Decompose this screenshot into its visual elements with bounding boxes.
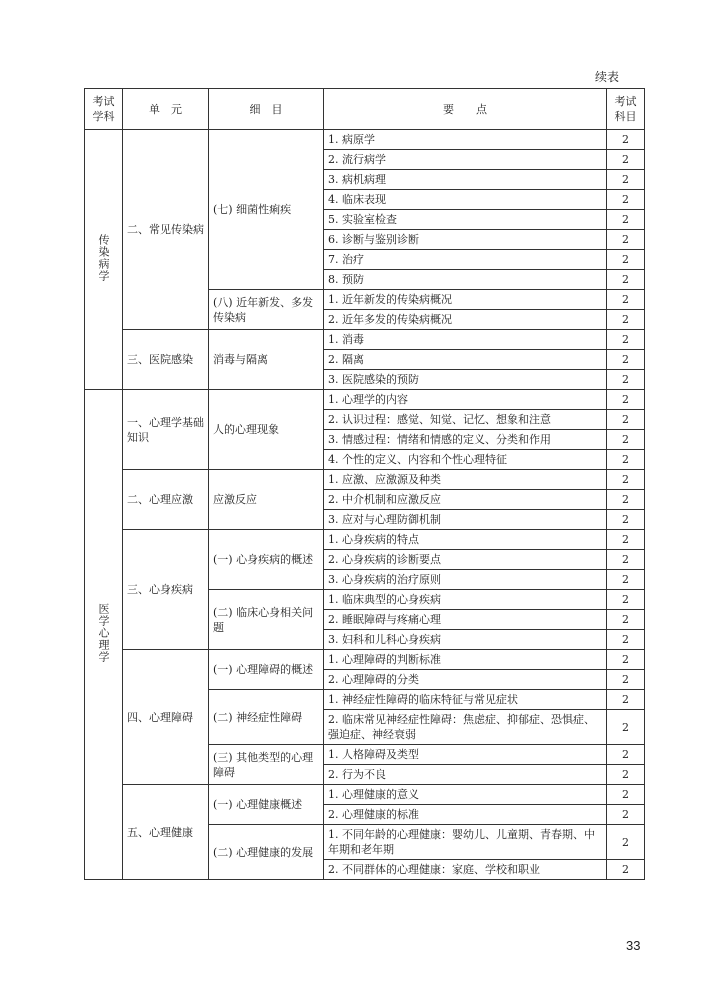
item-cell: 消毒与隔离 xyxy=(209,330,324,390)
subject-label: 医学心理学 xyxy=(97,602,110,663)
point-cell: 2. 认识过程：感觉、知觉、记忆、想象和注意 xyxy=(324,410,607,430)
level-cell: 2 xyxy=(607,210,645,230)
level-cell: 2 xyxy=(607,610,645,630)
point-cell: 1. 近年新发的传染病概况 xyxy=(324,290,607,310)
level-cell: 2 xyxy=(607,290,645,310)
level-cell: 2 xyxy=(607,570,645,590)
point-cell: 2. 心理障碍的分类 xyxy=(324,670,607,690)
point-cell: 1. 人格障碍及类型 xyxy=(324,745,607,765)
point-cell: 4. 临床表现 xyxy=(324,190,607,210)
point-cell: 3. 应对与心理防御机制 xyxy=(324,510,607,530)
level-cell: 2 xyxy=(607,450,645,470)
point-cell: 2. 临床常见神经症性障碍：焦虑症、抑郁症、恐惧症、强迫症、神经衰弱 xyxy=(324,710,607,745)
unit-cell: 五、心理健康 xyxy=(123,785,209,880)
level-cell: 2 xyxy=(607,310,645,330)
level-cell: 2 xyxy=(607,530,645,550)
point-cell: 1. 病原学 xyxy=(324,130,607,150)
unit-cell: 二、常见传染病 xyxy=(123,130,209,330)
point-cell: 2. 隔离 xyxy=(324,350,607,370)
point-cell: 2. 中介机制和应激反应 xyxy=(324,490,607,510)
level-cell: 2 xyxy=(607,130,645,150)
point-cell: 1. 心理障碍的判断标准 xyxy=(324,650,607,670)
level-cell: 2 xyxy=(607,650,645,670)
point-cell: 1. 不同年龄的心理健康：婴幼儿、儿童期、青春期、中年期和老年期 xyxy=(324,825,607,860)
point-cell: 2. 行为不良 xyxy=(324,765,607,785)
level-cell: 2 xyxy=(607,250,645,270)
subject-cell xyxy=(85,130,123,390)
item-cell: (三) 其他类型的心理障碍 xyxy=(209,745,324,785)
page-number: 33 xyxy=(626,938,641,953)
item-cell: (八) 近年新发、多发传染病 xyxy=(209,290,324,330)
level-cell: 2 xyxy=(607,510,645,530)
point-cell: 3. 心身疾病的治疗原则 xyxy=(324,570,607,590)
header-points: 要 点 xyxy=(324,89,607,130)
subject-cell xyxy=(85,390,123,880)
level-cell: 2 xyxy=(607,860,645,880)
level-cell: 2 xyxy=(607,710,645,745)
point-cell: 1. 心理学的内容 xyxy=(324,390,607,410)
point-cell: 2. 近年多发的传染病概况 xyxy=(324,310,607,330)
item-cell: (七) 细菌性痢疾 xyxy=(209,130,324,290)
point-cell: 7. 治疗 xyxy=(324,250,607,270)
point-cell: 1. 心身疾病的特点 xyxy=(324,530,607,550)
point-cell: 8. 预防 xyxy=(324,270,607,290)
item-cell: (一) 心理健康概述 xyxy=(209,785,324,825)
level-cell: 2 xyxy=(607,805,645,825)
header-item: 细 目 xyxy=(209,89,324,130)
item-cell: (一) 心理障碍的概述 xyxy=(209,650,324,690)
point-cell: 3. 妇科和儿科心身疾病 xyxy=(324,630,607,650)
item-cell: (二) 心理健康的发展 xyxy=(209,825,324,880)
point-cell: 2. 睡眠障碍与疼痛心理 xyxy=(324,610,607,630)
level-cell: 2 xyxy=(607,330,645,350)
subject-label: 传染病学 xyxy=(97,233,110,282)
unit-cell: 三、心身疾病 xyxy=(123,530,209,650)
level-cell: 2 xyxy=(607,190,645,210)
item-cell: 人的心理现象 xyxy=(209,390,324,470)
level-cell: 2 xyxy=(607,590,645,610)
point-cell: 1. 心理健康的意义 xyxy=(324,785,607,805)
level-cell: 2 xyxy=(607,670,645,690)
unit-cell: 二、心理应激 xyxy=(123,470,209,530)
point-cell: 6. 诊断与鉴别诊断 xyxy=(324,230,607,250)
level-cell: 2 xyxy=(607,765,645,785)
level-cell: 2 xyxy=(607,825,645,860)
unit-cell: 一、心理学基础知识 xyxy=(123,390,209,470)
point-cell: 1. 临床典型的心身疾病 xyxy=(324,590,607,610)
level-cell: 2 xyxy=(607,150,645,170)
point-cell: 3. 情感过程：情绪和情感的定义、分类和作用 xyxy=(324,430,607,450)
level-cell: 2 xyxy=(607,785,645,805)
level-cell: 2 xyxy=(607,270,645,290)
syllabus-table xyxy=(84,88,645,880)
level-cell: 2 xyxy=(607,745,645,765)
point-cell: 4. 个性的定义、内容和个性心理特征 xyxy=(324,450,607,470)
level-cell: 2 xyxy=(607,350,645,370)
level-cell: 2 xyxy=(607,230,645,250)
header-row xyxy=(85,89,645,130)
point-cell: 2. 流行病学 xyxy=(324,150,607,170)
level-cell: 2 xyxy=(607,410,645,430)
point-cell: 5. 实验室检查 xyxy=(324,210,607,230)
item-cell: (一) 心身疾病的概述 xyxy=(209,530,324,590)
level-cell: 2 xyxy=(607,170,645,190)
item-cell: 应激反应 xyxy=(209,470,324,530)
level-cell: 2 xyxy=(607,490,645,510)
level-cell: 2 xyxy=(607,430,645,450)
item-cell: (二) 临床心身相关问题 xyxy=(209,590,324,650)
unit-cell: 三、医院感染 xyxy=(123,330,209,390)
point-cell: 1. 应激、应激源及种类 xyxy=(324,470,607,490)
item-cell: (二) 神经症性障碍 xyxy=(209,690,324,745)
level-cell: 2 xyxy=(607,390,645,410)
level-cell: 2 xyxy=(607,370,645,390)
point-cell: 3. 医院感染的预防 xyxy=(324,370,607,390)
level-cell: 2 xyxy=(607,470,645,490)
point-cell: 2. 心身疾病的诊断要点 xyxy=(324,550,607,570)
point-cell: 1. 消毒 xyxy=(324,330,607,350)
header-unit: 单 元 xyxy=(123,89,209,130)
level-cell: 2 xyxy=(607,550,645,570)
header-subject: 考试学科 xyxy=(85,89,123,130)
header-level: 考试科目 xyxy=(607,89,645,130)
continued-label: 续表 xyxy=(595,70,620,84)
level-cell: 2 xyxy=(607,690,645,710)
point-cell: 2. 不同群体的心理健康：家庭、学校和职业 xyxy=(324,860,607,880)
level-cell: 2 xyxy=(607,630,645,650)
point-cell: 3. 病机病理 xyxy=(324,170,607,190)
point-cell: 1. 神经症性障碍的临床特征与常见症状 xyxy=(324,690,607,710)
unit-cell: 四、心理障碍 xyxy=(123,650,209,785)
point-cell: 2. 心理健康的标准 xyxy=(324,805,607,825)
